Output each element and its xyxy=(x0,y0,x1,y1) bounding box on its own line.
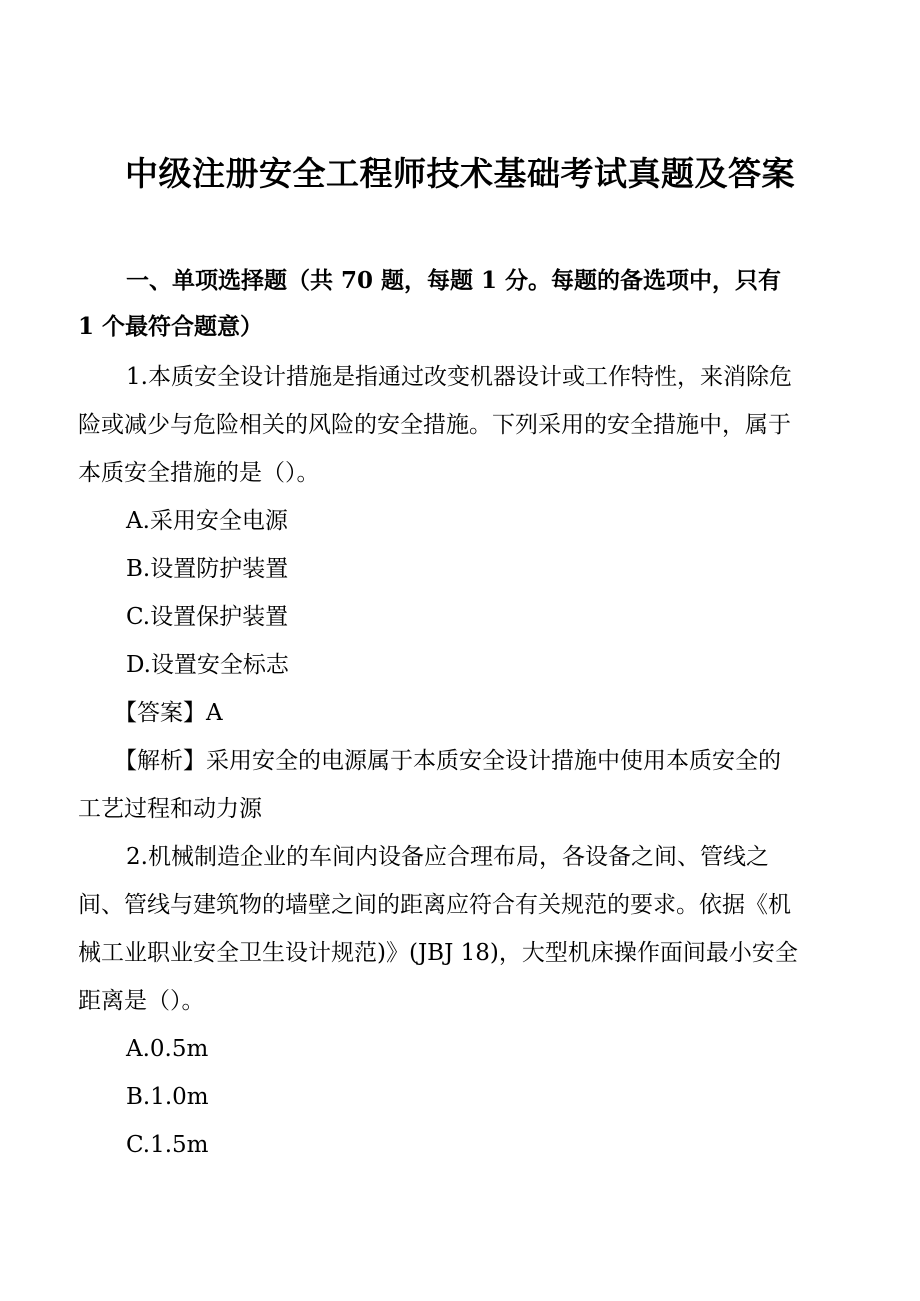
q2-option-b: B.1.0m xyxy=(126,1084,209,1110)
q1-text-line-2: 险或减少与危险相关的风险的安全措施。下列采用的安全措施中，属于 xyxy=(78,412,791,438)
q2-option-c: C.1.5m xyxy=(126,1132,209,1158)
q1-option-d: D.设置安全标志 xyxy=(126,652,289,678)
q2-text-line-4: 距离是（）。 xyxy=(78,988,205,1014)
q2-text-line-3: 械工业职业安全卫生设计规范)》(JBJ 18)，大型机床操作面间最小安全 xyxy=(78,940,798,966)
q1-analysis-line-1: 【解析】采用安全的电源属于本质安全设计措施中使用本质安全的 xyxy=(114,748,781,774)
q1-text-line-3: 本质安全措施的是（）。 xyxy=(78,460,320,486)
q1-option-a: A.采用安全电源 xyxy=(126,508,288,534)
q1-analysis-line-2: 工艺过程和动力源 xyxy=(78,796,262,822)
q1-option-b: B.设置防护装置 xyxy=(126,556,289,582)
document-title: 中级注册安全工程师技术基础考试真题及答案 xyxy=(125,154,795,193)
section-heading-line-1: 一、单项选择题（共 70 题，每题 1 分。每题的备选项中，只有 xyxy=(126,267,782,294)
q1-text-line-1: 1.本质安全设计措施是指通过改变机器设计或工作特性，来消除危 xyxy=(126,364,792,390)
q2-option-a: A.0.5m xyxy=(126,1036,209,1062)
q2-text-line-2: 间、管线与建筑物的墙壁之间的距离应符合有关规范的要求。依据《机 xyxy=(78,892,791,918)
q1-option-c: C.设置保护装置 xyxy=(126,604,289,630)
q1-answer: 【答案】A xyxy=(114,700,223,726)
q2-text-line-1: 2.机械制造企业的车间内设备应合理布局，各设备之间、管线之 xyxy=(126,844,769,870)
section-heading-line-2: 1 个最符合题意） xyxy=(78,313,264,340)
